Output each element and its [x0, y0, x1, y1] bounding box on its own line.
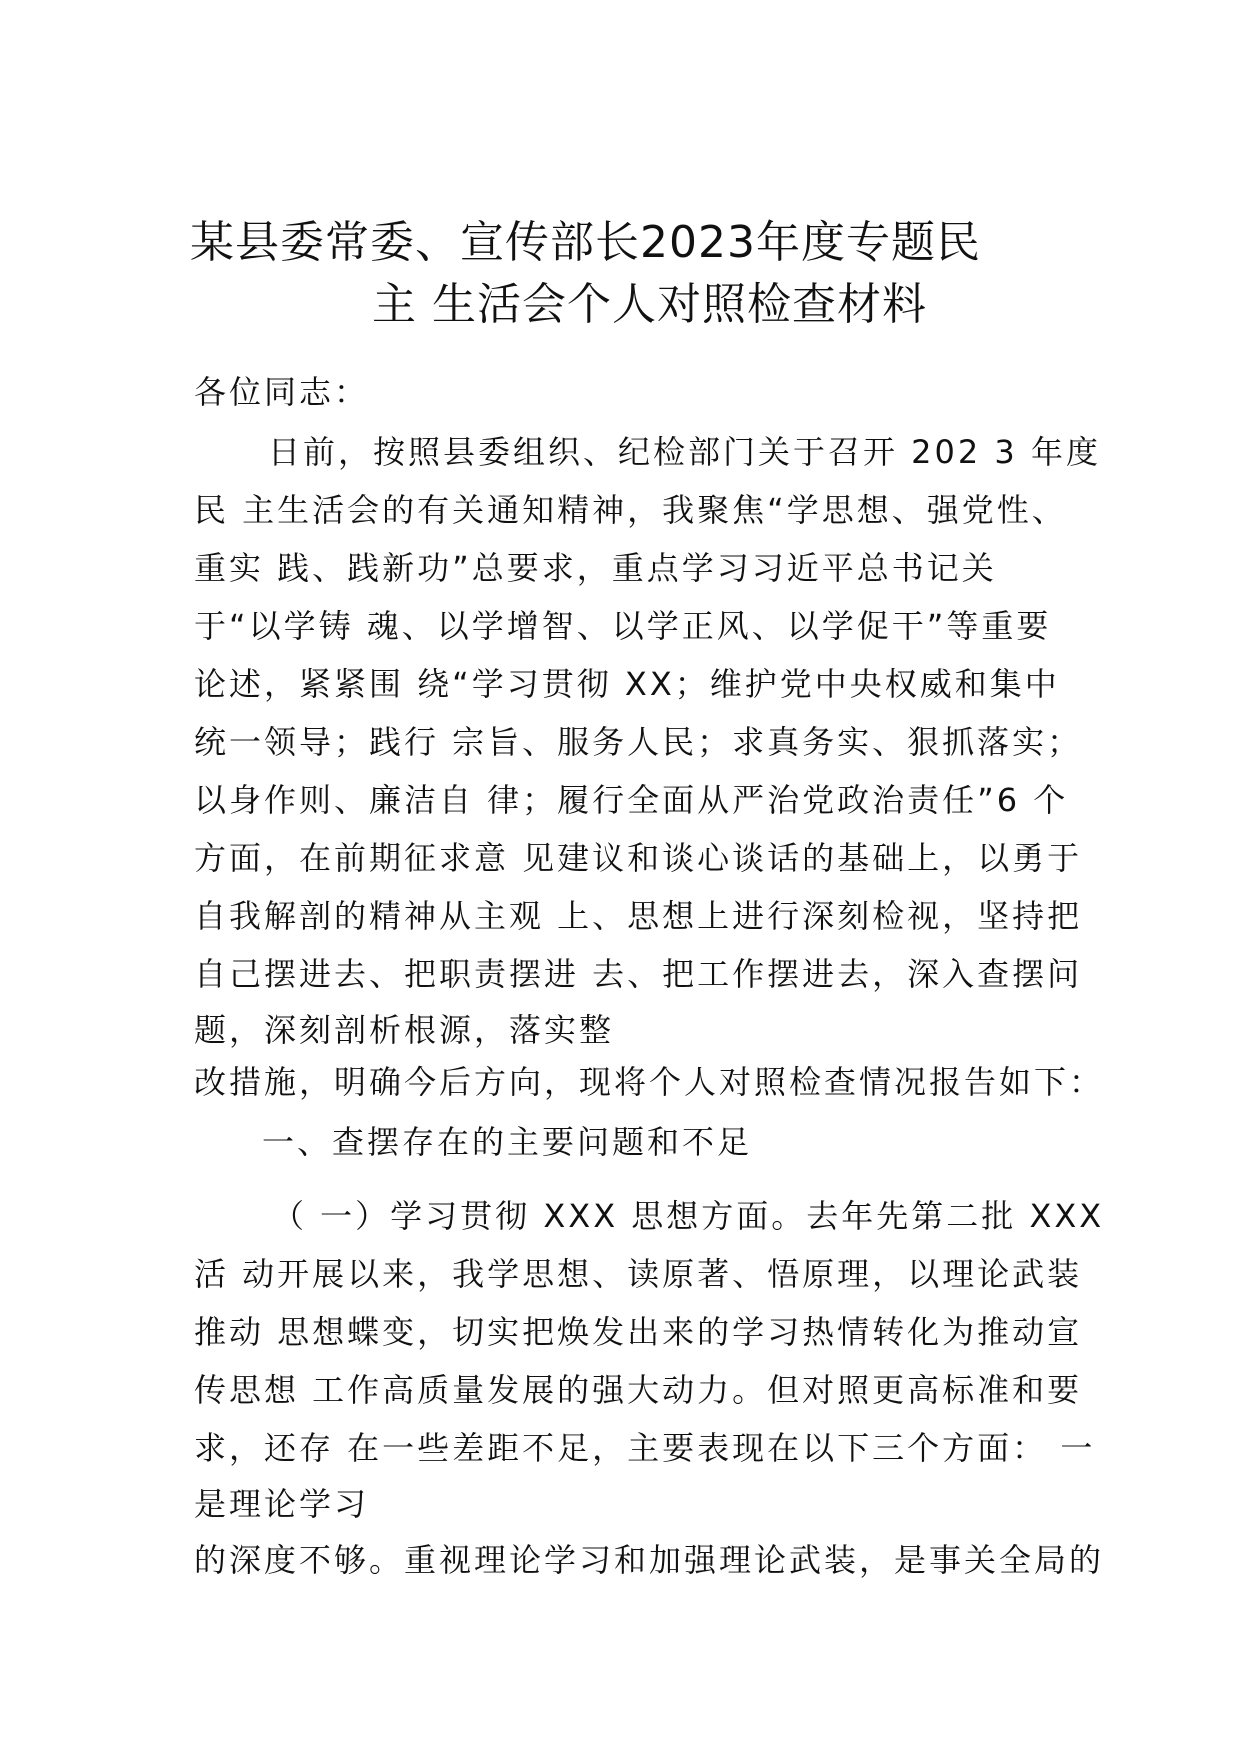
paragraph-line: 求，还存 在一些差距不足，主要表现在以下三个方面： 一 [194, 1429, 1096, 1467]
paragraph-line: 论述，紧紧围 绕“学习贯彻 XX；维护党中央权威和集中 [194, 665, 1060, 703]
paragraph-line: 民 主生活会的有关通知精神，我聚焦“学思想、强党性、 [194, 491, 1067, 529]
paragraph-line: 重实 践、践新功”总要求，重点学习习近平总书记关 [194, 549, 997, 587]
document-title-line-1: 某县委常委、宣传部长2023年度专题民 [190, 217, 981, 268]
paragraph-line: 推动 思想蝶变，切实把焕发出来的学习热情转化为推动宣 [194, 1313, 1083, 1351]
document-title-line-2: 主 生活会个人对照检查材料 [372, 279, 927, 330]
paragraph-line: 于“以学铸 魂、以学增智、以学正风、以学促干”等重要 [194, 607, 1052, 645]
paragraph-line: 方面，在前期征求意 见建议和谈心谈话的基础上，以勇于 [194, 839, 1083, 877]
paragraph-line: 题，深刻剖析根源，落实整 [194, 1011, 615, 1049]
paragraph-line: 日前，按照县委组织、纪检部门关于召开 202 3 年度 [268, 433, 1101, 471]
paragraph-line: （ 一）学习贯彻 XXX 思想方面。去年先第二批 XXX [272, 1197, 1105, 1235]
paragraph-line: 是理论学习 [194, 1485, 370, 1523]
paragraph-line: 改措施，明确今后方向，现将个人对照检查情况报告如下： [194, 1063, 1105, 1101]
paragraph-line: 的深度不够。重视理论学习和加强理论武装，是事关全局的 [194, 1541, 1105, 1579]
paragraph-line: 传思想 工作高质量发展的强大动力。但对照更高标准和要 [194, 1371, 1083, 1409]
paragraph-line: 活 动开展以来，我学思想、读原著、悟原理，以理论武装 [194, 1255, 1083, 1293]
section-heading: 一、查摆存在的主要问题和不足 [262, 1123, 753, 1161]
paragraph-line: 以身作则、廉洁自 律；履行全面从严治党政治责任”6 个 [194, 781, 1069, 819]
paragraph-line: 自我解剖的精神从主观 上、思想上进行深刻检视，坚持把 [194, 897, 1083, 935]
paragraph-line: 统一领导；践行 宗旨、服务人民；求真务实、狠抓落实； [194, 723, 1083, 761]
salutation: 各位同志： [194, 373, 370, 411]
paragraph-line: 自己摆进去、把职责摆进 去、把工作摆进去，深入查摆问 [194, 955, 1083, 993]
